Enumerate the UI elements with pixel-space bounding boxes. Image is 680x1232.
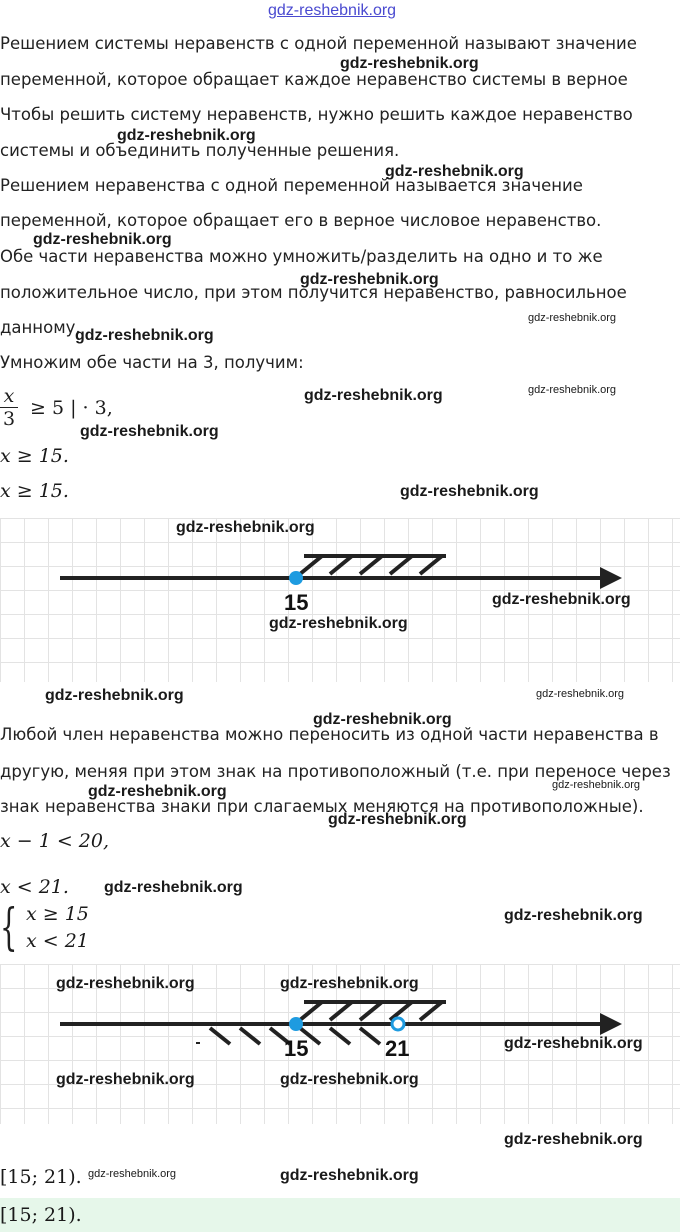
- watermark: gdz-reshebnik.org: [304, 387, 443, 404]
- watermark: gdz-reshebnik.org: [504, 1035, 643, 1052]
- watermark: gdz-reshebnik.org: [176, 519, 315, 536]
- hatch-right-of-15: [300, 556, 446, 574]
- watermark: gdz-reshebnik.org: [313, 711, 452, 728]
- rule-solve-system-line-1: Чтобы решить систему неравенств, нужно решить каждое неравенство: [0, 105, 633, 124]
- math-step-5: x < 21.: [0, 876, 69, 898]
- watermark: gdz-reshebnik.org: [104, 879, 243, 896]
- rule-multiply-line-3: данному.: [0, 318, 81, 337]
- point-15-label: 15: [284, 1036, 309, 1061]
- answer-line: [15; 21).: [0, 1166, 82, 1188]
- fraction-numerator: x: [3, 385, 15, 407]
- final-answer: [15; 21).: [0, 1204, 82, 1226]
- system-line-1: x ≥ 15: [26, 903, 89, 925]
- definition-inequality-solution-line-1: Решением неравенства с одной переменной называется значение: [0, 176, 583, 195]
- math-step-1: ≥ 5 | · 3,: [30, 397, 113, 419]
- definition-system-solution-line-1: Решением системы неравенств с одной переменной называют значение: [0, 34, 637, 53]
- multiply-intro: Умножим обе части на 3, получим:: [0, 353, 304, 372]
- watermark: gdz-reshebnik.org: [385, 163, 524, 180]
- rule-multiply-line-1: Обе части неравенства можно умножить/разделить на одно и то же: [0, 247, 603, 266]
- watermark: gdz-reshebnik.org: [88, 783, 227, 800]
- axis-arrow-icon: [600, 567, 622, 589]
- rule-solve-system-line-2: системы и объединить полученные решения.: [0, 141, 400, 160]
- watermark: gdz-reshebnik.org: [528, 312, 617, 324]
- watermark: gdz-reshebnik.org: [269, 615, 408, 632]
- watermark: gdz-reshebnik.org: [504, 907, 643, 924]
- watermark: gdz-reshebnik.org: [56, 975, 195, 992]
- math-step-2: x ≥ 15.: [0, 445, 69, 467]
- watermark: gdz-reshebnik.org: [280, 1167, 419, 1184]
- axis-arrow-icon: [600, 1013, 622, 1035]
- watermark: gdz-reshebnik.org: [528, 384, 617, 396]
- system-line-2: x < 21: [26, 930, 89, 952]
- system-brace: {: [0, 898, 18, 956]
- definition-system-solution-line-2: переменной, которое обращает каждое неравенство системы в верное: [0, 70, 628, 89]
- point-15-label: 15: [284, 590, 309, 615]
- fraction-denominator: 3: [2, 408, 16, 430]
- watermark: gdz-reshebnik.org: [33, 231, 172, 248]
- watermark: gdz-reshebnik.org: [536, 688, 625, 700]
- watermark: gdz-reshebnik.org: [56, 1071, 195, 1088]
- watermark: gdz-reshebnik.org: [45, 687, 184, 704]
- watermark: gdz-reshebnik.org: [80, 423, 219, 440]
- watermark: gdz-reshebnik.org: [400, 483, 539, 500]
- watermark: gdz-reshebnik.org: [340, 55, 479, 72]
- definition-inequality-solution-line-2: переменной, которое обращает его в верное числовое неравенство.: [0, 211, 602, 230]
- point-15-filled: [289, 571, 303, 585]
- rule-transfer-line-3: знак неравенства знаки при слагаемых меняются на противоположные).: [0, 797, 644, 816]
- watermark: gdz-reshebnik.org: [552, 779, 641, 791]
- watermark: gdz-reshebnik.org: [280, 975, 419, 992]
- watermark: gdz-reshebnik.org: [117, 127, 256, 144]
- math-step-3: x ≥ 15.: [0, 480, 69, 502]
- watermark: gdz-reshebnik.org: [280, 1071, 419, 1088]
- watermark: gdz-reshebnik.org: [328, 811, 467, 828]
- source-link[interactable]: gdz-reshebnik.org: [268, 2, 397, 19]
- math-step-4: x − 1 < 20,: [0, 830, 110, 852]
- rule-transfer-line-2: другую, меняя при этом знак на противоположный (т.е. при переносе через: [0, 762, 671, 781]
- watermark: gdz-reshebnik.org: [75, 327, 214, 344]
- rule-transfer-line-1: Любой член неравенства можно переносить из одной части неравенства в: [0, 725, 659, 744]
- fraction-x-over-3: [0, 386, 18, 429]
- answer-highlight: [0, 1198, 680, 1232]
- watermark: gdz-reshebnik.org: [88, 1168, 177, 1180]
- watermark: gdz-reshebnik.org: [492, 591, 631, 608]
- watermark: gdz-reshebnik.org: [504, 1131, 643, 1148]
- point-21-label: 21: [385, 1036, 410, 1061]
- watermark: gdz-reshebnik.org: [300, 271, 439, 288]
- hatch-right-of-15: [300, 1002, 446, 1020]
- point-21-open: [392, 1018, 404, 1030]
- rule-multiply-line-2: положительное число, при этом получится неравенство, равносильное: [0, 283, 627, 302]
- point-15-filled: [289, 1017, 303, 1031]
